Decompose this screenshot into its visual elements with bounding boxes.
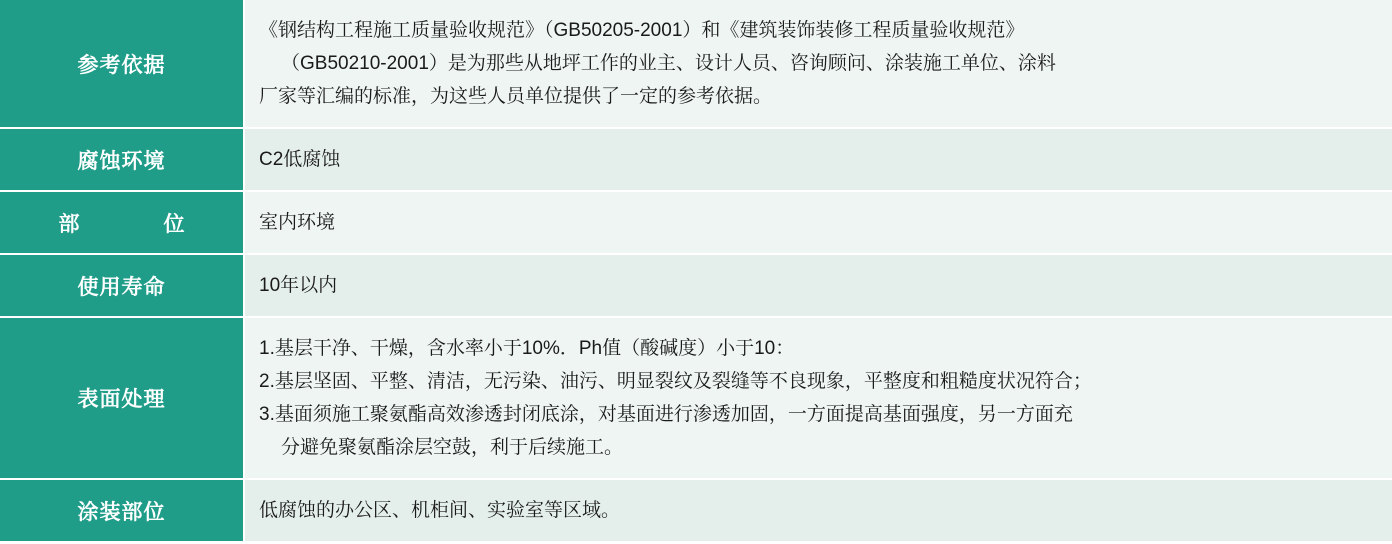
row-value-service-life — [244, 254, 1392, 317]
value-line: 室内环境 — [259, 212, 336, 233]
value-line: 3.基面须施工聚氨酯高效渗透封闭底涂，对基面进行渗透加固，一方面提高基面强度，另一方面充 — [259, 404, 1073, 425]
label-text: 参考依据 — [77, 53, 166, 77]
value-line: 1.基层干净、干燥，含水率小于10%．Ph值（酸碱度）小于10： — [259, 338, 795, 359]
label-text: 部 位 — [58, 212, 199, 236]
table-row — [0, 479, 1392, 541]
label-text: 表面处理 — [77, 388, 166, 411]
label-text: 使用寿命 — [77, 275, 166, 299]
table-row — [0, 0, 1392, 128]
table-row — [0, 191, 1392, 254]
row-label-coating-area — [0, 479, 244, 541]
value-line: 10年以内 — [259, 275, 338, 296]
value-line: C2低腐蚀 — [259, 149, 341, 170]
label-text: 涂装部位 — [77, 500, 166, 524]
row-label-service-life — [0, 254, 244, 317]
table-row — [0, 128, 1392, 191]
value-line: 2.基层坚固、平整、清洁，无污染、油污、明显裂纹及裂缝等不良现象，平整度和粗糙度状况符合； — [259, 371, 1092, 392]
row-value-corrosion-environment — [244, 128, 1392, 191]
row-label-location — [0, 191, 244, 254]
value-line: 《钢结构工程施工质量验收规范》（GB50205-2001）和《建筑装饰装修工程质量验收规范》 — [259, 20, 1025, 41]
row-label-corrosion-environment — [0, 128, 244, 191]
row-value-location — [244, 191, 1392, 254]
row-label-reference-basis — [0, 0, 244, 128]
value-line: 低腐蚀的办公区、机柜间、实验室等区域。 — [259, 500, 621, 521]
value-line: 厂家等汇编的标准，为这些人员单位提供了一定的参考依据。 — [259, 86, 773, 107]
row-value-reference-basis — [244, 0, 1392, 128]
value-line: （GB50210-2001）是为那些从地坪工作的业主、设计人员、咨询顾问、涂装施工单位、涂料 — [281, 53, 1056, 74]
table-row — [0, 254, 1392, 317]
table-row — [0, 317, 1392, 479]
row-value-coating-area — [244, 479, 1392, 541]
value-line: 分避免聚氨酯涂层空鼓，利于后续施工。 — [281, 437, 624, 458]
row-value-surface-treatment — [244, 317, 1392, 479]
row-label-surface-treatment — [0, 317, 244, 479]
label-text: 腐蚀环境 — [77, 149, 166, 173]
